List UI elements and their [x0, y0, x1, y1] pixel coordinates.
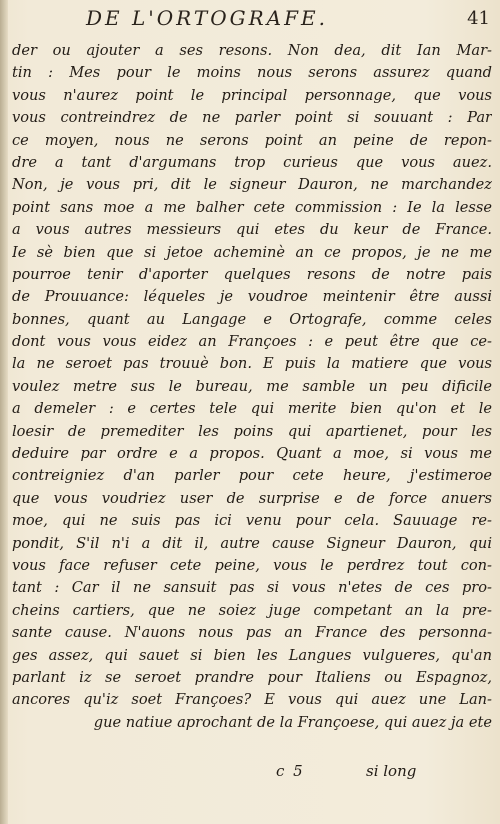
text-line: que vous voudriez user de surprise e de force anuers [12, 489, 492, 507]
text-line: parlant iz se seroet prandre pour Italiens ou Espagnoz, [12, 668, 492, 686]
text-line: dre a tant d'argumans trop curieus que vous auez. [12, 153, 492, 171]
text-line: vous face refuser cete peine, vous le perdrez tout con- [12, 556, 492, 574]
catchword: si long [366, 762, 417, 780]
page-header [0, 6, 500, 34]
text-line: tin : Mes pour le moins nous serons assurez quand [12, 64, 492, 82]
text-line: la ne seroet pas trouuè bon. E puis la matiere que vous [12, 355, 492, 373]
text-line: der ou ajouter a ses resons. Non dea, dit Ian Mar- [12, 42, 492, 59]
running-head: DE L'ORTOGRAFE. [86, 6, 328, 30]
text-line: tant : Car il ne sansuit pas si vous n'etes de ces pro- [12, 579, 492, 597]
text-line: bonnes, quant au Langage e Ortografe, comme celes [12, 310, 492, 328]
text-line: pourroe tenir d'aporter quelques resons de notre pais [12, 265, 492, 283]
text-line: Ie sè bien que si jetoe acheminè an ce propos, je ne me [12, 243, 492, 261]
text-line: a vous autres messieurs qui etes du keur de France. [12, 221, 492, 239]
page-gutter [0, 0, 8, 824]
text-line: ges assez, qui sauet si bien les Langues vulgueres, qu'an [12, 646, 492, 664]
body-text [12, 40, 492, 734]
text-line: deduire par ordre e a propos. Quant a moe, si vous me [12, 445, 492, 463]
text-line: gue natiue aprochant de la Françoese, qui auez ja ete [93, 713, 492, 731]
text-line: cheins cartiers, que ne soiez juge competant an la pre- [12, 601, 492, 619]
text-line: sante cause. N'auons nous pas an France des personna- [12, 624, 492, 642]
text-line: ce moyen, nous ne serons point an peine de repon- [12, 131, 492, 149]
text-line: Non, je vous pri, dit le signeur Dauron, ne marchandez [12, 176, 492, 194]
text-line: point sans moe a me balher cete commission : Ie la lesse [12, 198, 492, 216]
text-line: ancores qu'iz soet Françoes? E vous qui auez une Lan- [12, 691, 492, 709]
page-footer [0, 762, 500, 788]
text-line: loesir de premediter les poins qui apartienet, pour les [12, 422, 492, 440]
page-number: 41 [467, 8, 490, 29]
text-line: moe, qui ne suis pas ici venu pour cela. Sauuage re- [12, 512, 492, 530]
text-line: de Prouuance: léqueles je voudroe meintenir être aussi [12, 288, 492, 306]
signature-mark: c 5 [276, 762, 305, 780]
text-line: dont vous vous eidez an Françoes : e peut être que ce- [12, 333, 492, 351]
text-line: pondit, S'il n'i a dit il, autre cause Signeur Dauron, qui [12, 534, 492, 552]
text-line: voulez metre sus le bureau, me samble un peu dificile [12, 377, 492, 395]
text-line: contreigniez d'an parler pour cete heure, j'estimeroe [12, 467, 492, 485]
text-line: vous n'aurez point le principal personnage, que vous [12, 86, 492, 104]
text-line: vous contreindrez de ne parler point si souuant : Par [12, 109, 492, 127]
text-line: a demeler : e certes tele qui merite bien qu'on et le [12, 400, 492, 418]
